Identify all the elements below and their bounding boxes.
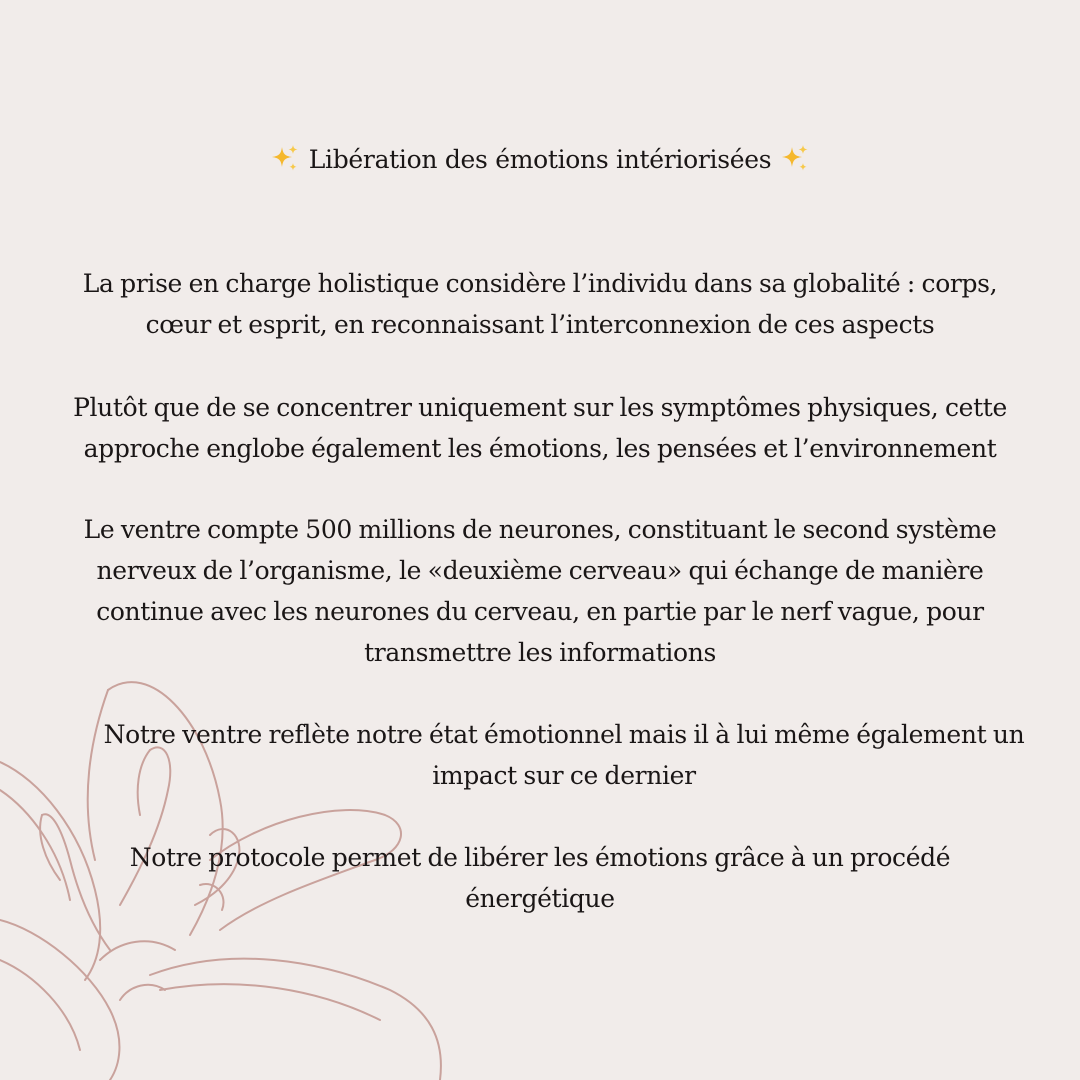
paragraph-emotional-belly: Notre ventre reflète notre état émotionnel mais il à lui même également un impact sur ce dernier	[103, 720, 1025, 790]
post-title	[0, 140, 1080, 180]
paragraph-approach: Plutôt que de se concentrer uniquement sur les symptômes physiques, cette approche englobe également les émotions, les pensées et l’environnement	[73, 393, 1007, 463]
paragraph-second-brain: Le ventre compte 500 millions de neurones, constituant le second système nerveux de l’organisme, le «deuxième cerveau» qui échange de manière continue avec les neurones du cerveau, en partie par le nerf vague, pour transmettre les informations	[83, 515, 997, 667]
paragraph-holistic-care: La prise en charge holistique considère l’individu dans sa globalité : corps, cœur et esprit, en reconnaissant l’interconnexion de ces aspects	[82, 269, 998, 339]
sparkles-icon	[269, 143, 301, 175]
title-text: Libération des émotions intériorisées	[308, 145, 772, 174]
paragraph-protocol: Notre protocole permet de libérer les émotions grâce à un procédé énergétique	[129, 843, 951, 913]
sparkles-icon	[779, 143, 811, 175]
